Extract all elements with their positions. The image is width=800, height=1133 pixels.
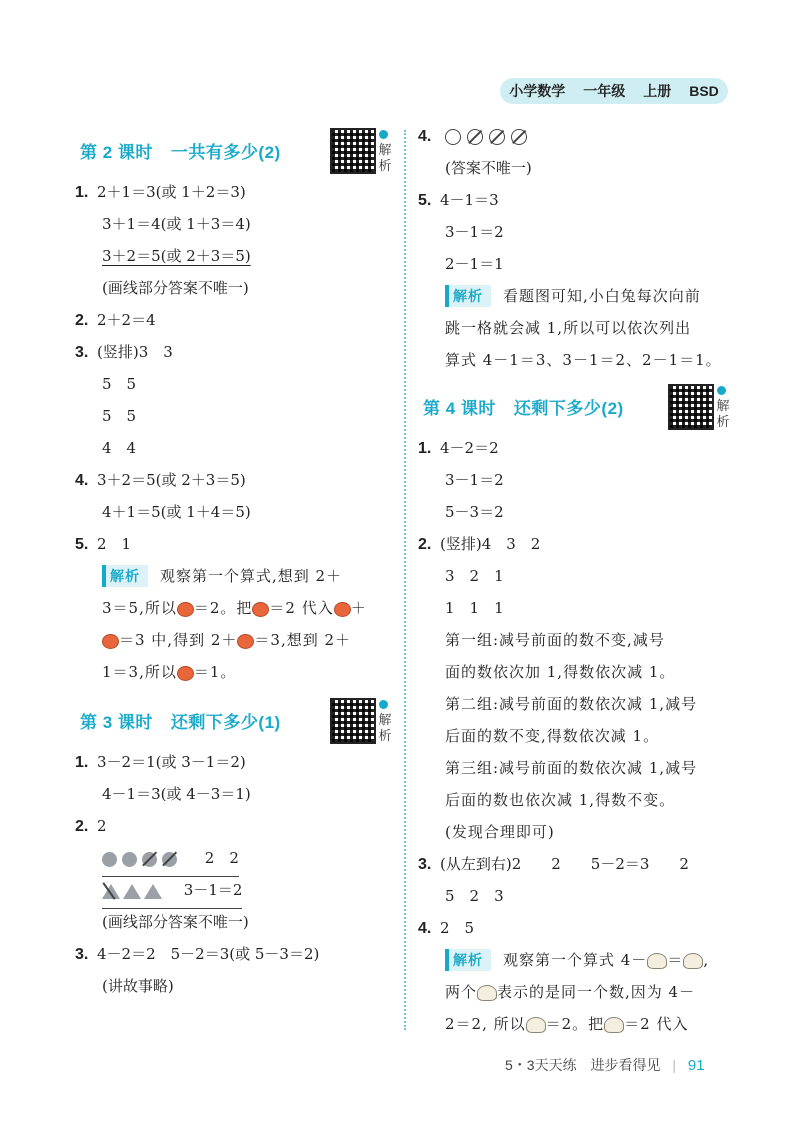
- answer-line: 3. (竖排)3 3: [75, 343, 173, 361]
- answer-line: 5 5: [102, 375, 137, 393]
- answer-note: (画线部分答案不唯一): [102, 913, 249, 931]
- left-column: [75, 120, 395, 1002]
- crossed-circle-icon: [162, 852, 177, 867]
- answer-line: 4＋1＝5(或 1＋4＝5): [102, 503, 251, 521]
- answer-line: 4.: [418, 120, 738, 152]
- observation-line: 面的数依次加 1,得数依次减 1。: [445, 663, 676, 681]
- column-divider: [404, 130, 406, 1030]
- answer-line: 3＋1＝4(或 1＋3＝4): [102, 215, 251, 233]
- play-icon: [379, 700, 388, 709]
- play-icon: [717, 386, 726, 395]
- play-icon: [379, 130, 388, 139]
- qr-label: 解析: [378, 142, 392, 173]
- analysis-tag: 解析: [102, 565, 148, 587]
- analysis-line: 1＝3,所以 ＝1。: [102, 663, 237, 681]
- crossed-circle-icon: [489, 129, 505, 145]
- circle-icon: [445, 129, 461, 145]
- observation-line: 第一组:减号前面的数不变,减号: [445, 631, 665, 649]
- observation-line: 第二组:减号前面的数依次减 1,减号: [445, 695, 698, 713]
- answer-line: 4 4: [102, 439, 137, 457]
- snail-icon: [477, 985, 497, 1001]
- qr-code-icon[interactable]: [330, 128, 376, 174]
- snail-icon: [647, 953, 667, 969]
- qr-code-icon[interactable]: [330, 698, 376, 744]
- answer-line: 3－1＝2: [445, 471, 504, 489]
- footer-slogan: 进步看得见: [590, 1057, 661, 1073]
- answer-note: (画线部分答案不唯一): [102, 279, 249, 297]
- snail-icon: [683, 953, 703, 969]
- analysis-line: 3＝5,所以 ＝2。把 ＝2 代入 ＋: [102, 599, 367, 617]
- crossed-circle-icon: [142, 852, 157, 867]
- answer-line: 3. (从左到右)2 2 5－2＝3 2: [418, 855, 689, 873]
- answer-line: 4. 2 5: [418, 919, 475, 937]
- gray-circle-icon: [122, 852, 137, 867]
- gray-circle-icon: [102, 852, 117, 867]
- header-pill: [500, 78, 728, 104]
- observation-line: 第三组:减号前面的数依次减 1,减号: [445, 759, 698, 777]
- answer-line: 1 1 1: [445, 599, 504, 617]
- triangle-icon: [123, 884, 141, 899]
- answer-line: 1. 4－2＝2: [418, 439, 499, 457]
- lesson-2-title: 第 2 课时 一共有多少(2): [80, 143, 281, 162]
- lesson-3-header: [75, 690, 395, 746]
- answer-line: 5－3＝2: [445, 503, 504, 521]
- triangles-answer: 3－1＝2: [75, 874, 395, 906]
- lesson-4-title: 第 4 课时 还剩下多少(2): [423, 399, 624, 418]
- crossed-circle-icon: [467, 129, 483, 145]
- answer-line: 5 2 3: [445, 887, 504, 905]
- answer-line: 5. 2 1: [75, 535, 132, 553]
- answer-line: 5. 4－1＝3: [418, 191, 499, 209]
- answer-line: 2－1＝1: [445, 255, 504, 273]
- apple-icon: [177, 666, 194, 681]
- footer-separator: |: [672, 1057, 676, 1073]
- answer-line: 1. 2＋1＝3(或 1＋2＝3): [75, 183, 246, 201]
- apple-icon: [102, 634, 119, 649]
- analysis-line: 算式 4－1＝3、3－1＝2、2－1＝1。: [445, 351, 722, 369]
- qr-label: 解析: [378, 712, 392, 743]
- lesson-4-header: [418, 376, 738, 432]
- qr-label: 解析: [716, 398, 730, 429]
- analysis-line: 2＝2, 所以 ＝2。把 ＝2 代入: [445, 1015, 689, 1033]
- answer-note: (发现合理即可): [445, 823, 555, 841]
- footer-brand: 5・3天天练: [505, 1057, 577, 1073]
- answer-line: 4－1＝3(或 4－3＝1): [102, 785, 251, 803]
- answer-line: 1. 3－2＝1(或 3－1＝2): [75, 753, 246, 771]
- answer-note: (答案不唯一): [445, 159, 532, 177]
- answer-line: 3－1＝2: [445, 223, 504, 241]
- answer-line: 4. 3＋2＝5(或 2＋3＝5): [75, 471, 246, 489]
- header-volume: 上册: [643, 83, 672, 99]
- analysis-line: 解析 观察第一个算式,想到 2＋: [75, 560, 395, 592]
- page-footer: [505, 1055, 705, 1075]
- apple-icon: [252, 602, 269, 617]
- observation-line: 后面的数不变,得数依次减 1。: [445, 727, 660, 745]
- lesson-3-title: 第 3 课时 还剩下多少(1): [80, 713, 281, 732]
- apple-icon: [334, 602, 351, 617]
- snail-icon: [526, 1017, 546, 1033]
- answer-line: 5 5: [102, 407, 137, 425]
- analysis-line: 两个 表示的是同一个数,因为 4－: [445, 983, 696, 1001]
- answer-line: 3 2 1: [445, 567, 504, 585]
- apple-icon: [237, 634, 254, 649]
- analysis-tag: 解析: [445, 285, 491, 307]
- analysis-line: 解析 看题图可知,小白兔每次向前: [418, 280, 738, 312]
- observation-line: 后面的数也依次减 1,得数不变。: [445, 791, 676, 809]
- crossed-triangle-icon: [102, 884, 120, 899]
- analysis-tag: 解析: [445, 949, 491, 971]
- snail-icon: [604, 1017, 624, 1033]
- qr-code-icon[interactable]: [668, 384, 714, 430]
- answer-line: 3＋2＝5(或 2＋3＝5): [102, 247, 251, 265]
- triangle-icon: [144, 884, 162, 899]
- answer-line: 2. 2＋2＝4: [75, 311, 156, 329]
- analysis-line: 解析 观察第一个算式 4－ ＝ ,: [418, 944, 738, 976]
- page-number: 91: [687, 1057, 705, 1074]
- right-column: [418, 120, 738, 1040]
- answer-line: 2. 2: [75, 817, 107, 835]
- crossed-circle-icon: [511, 129, 527, 145]
- answer-line: 2. (竖排)4 3 2: [418, 535, 541, 553]
- header-edition: BSD: [689, 83, 719, 99]
- circles-answer: 2 2: [75, 842, 395, 874]
- lesson-2-header: [75, 120, 395, 176]
- apple-icon: [177, 602, 194, 617]
- analysis-line: ＝3 中,得到 2＋ ＝3,想到 2＋: [75, 624, 395, 656]
- header-grade: 一年级: [583, 83, 626, 99]
- analysis-line: 跳一格就会减 1,所以可以依次列出: [445, 319, 692, 337]
- header-subject: 小学数学: [509, 83, 566, 99]
- answer-line: 3. 4－2＝2 5－2＝3(或 5－3＝2): [75, 945, 320, 963]
- answer-note: (讲故事略): [102, 977, 174, 995]
